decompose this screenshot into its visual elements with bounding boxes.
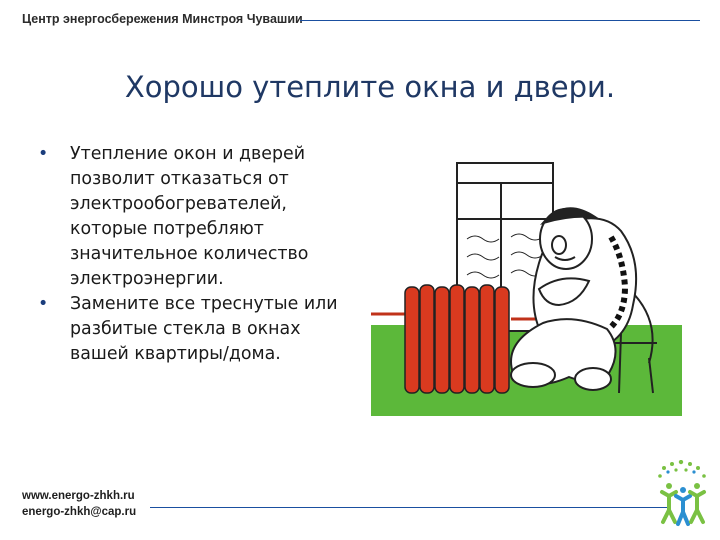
organization-logo	[654, 460, 712, 530]
bullet-text: Замените все треснутые или разбитые стекла в окнах вашей квартиры/дома.	[70, 294, 338, 364]
bullet-item	[30, 142, 350, 292]
bullet-item	[30, 292, 350, 367]
bullet-marker: •	[38, 294, 49, 314]
bullet-list	[30, 142, 350, 367]
slide-title: Хорошо утеплите окна и двери.	[124, 70, 616, 104]
email-link[interactable]: energo-zhkh@cap.ru	[22, 506, 137, 518]
organization-name: Центр энергосбережения Минстроя Чувашии	[22, 12, 303, 26]
radiator-icon	[405, 285, 509, 393]
bullet-marker: •	[38, 144, 49, 164]
bullet-text: Утепление окон и дверей позволит отказаться от электрообогревателей, которые потребляют значительное количество электроэнергии.	[70, 144, 309, 289]
website-link[interactable]: www.energo-zhkh.ru	[22, 490, 135, 502]
header-divider	[300, 20, 700, 21]
cold-man-radiator-illustration	[371, 153, 682, 416]
footer-divider	[150, 507, 670, 508]
footer-contacts	[22, 488, 136, 520]
